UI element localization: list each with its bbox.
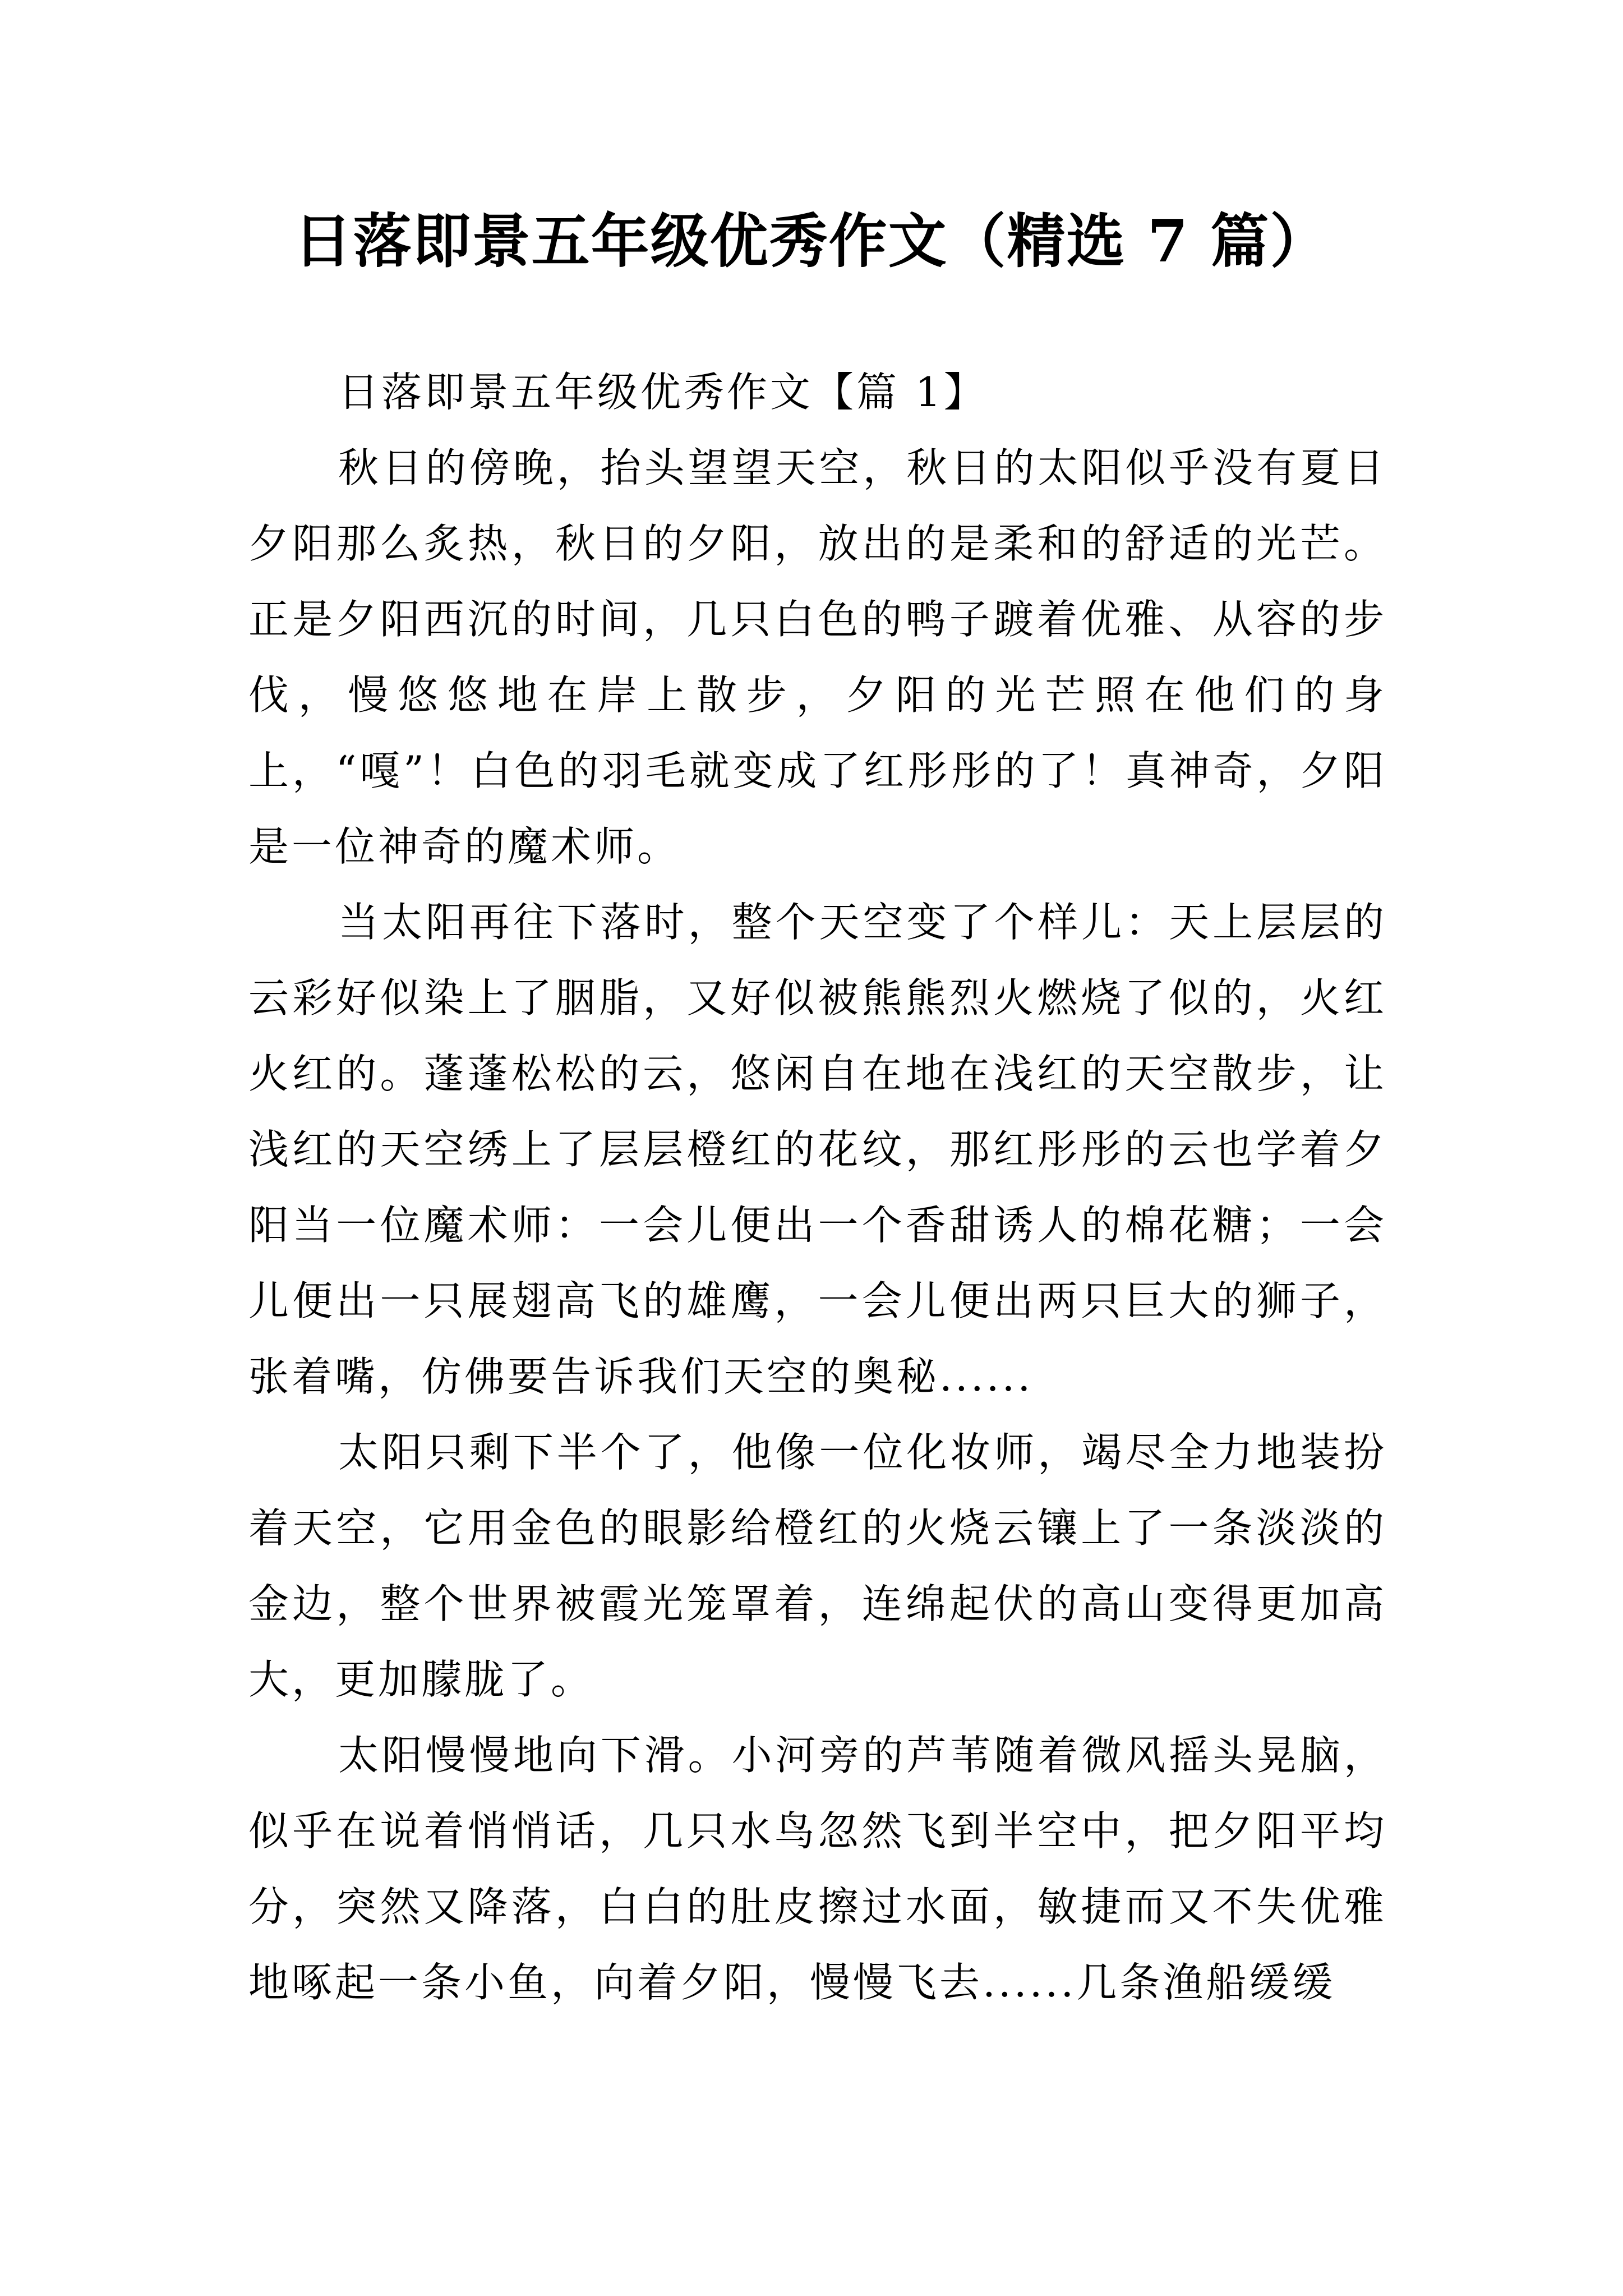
paragraph-4: 太阳慢慢地向下滑。小河旁的芦苇随着微风摇头晃脑，似乎在说着悄悄话，几只水鸟忽然飞到半空中，把夕阳平均分，突然又降落，白白的肚皮擦过水面，敏捷而又不失优雅地啄起一条小鱼，向着夕阳，慢慢飞去......几条渔船缓缓 <box>248 1732 1387 2006</box>
document-body <box>248 355 1387 2021</box>
document-title: 日落即景五年级优秀作文（精选 7 篇） <box>293 206 1330 275</box>
section-heading: 日落即景五年级优秀作文【篇 1】 <box>338 369 987 416</box>
paragraph-3: 太阳只剩下半个了，他像一位化妆师，竭尽全力地装扮着天空，它用金色的眼影给橙红的火烧云镶上了一条淡淡的金边，整个世界被霞光笼罩着，连绵起伏的高山变得更加高大，更加朦胧了。 <box>248 1429 1387 1703</box>
paragraph-2: 当太阳再往下落时，整个天空变了个样儿：天上层层的云彩好似染上了胭脂，又好似被熊熊烈火燃烧了似的，火红火红的。蓬蓬松松的云，悠闲自在地在浅红的天空散步，让浅红的天空绣上了层层橙红的花纹，那红彤彤的云也学着夕阳当一位魔术师：一会儿便出一个香甜诱人的棉花糖；一会儿便出一只展翅高飞的雄鹰，一会儿便出两只巨大的狮子，张着嘴，仿佛要告诉我们天空的奥秘...... <box>248 899 1387 1400</box>
paragraph-1: 秋日的傍晚，抬头望望天空，秋日的太阳似乎没有夏日夕阳那么炙热，秋日的夕阳，放出的是柔和的舒适的光芒。正是夕阳西沉的时间，几只白色的鸭子踱着优雅、从容的步伐，慢悠悠地在岸上散步，夕阳的光芒照在他们的身上，“嘎”！白色的羽毛就变成了红彤彤的了！真神奇，夕阳是一位神奇的魔术师。 <box>248 444 1387 870</box>
